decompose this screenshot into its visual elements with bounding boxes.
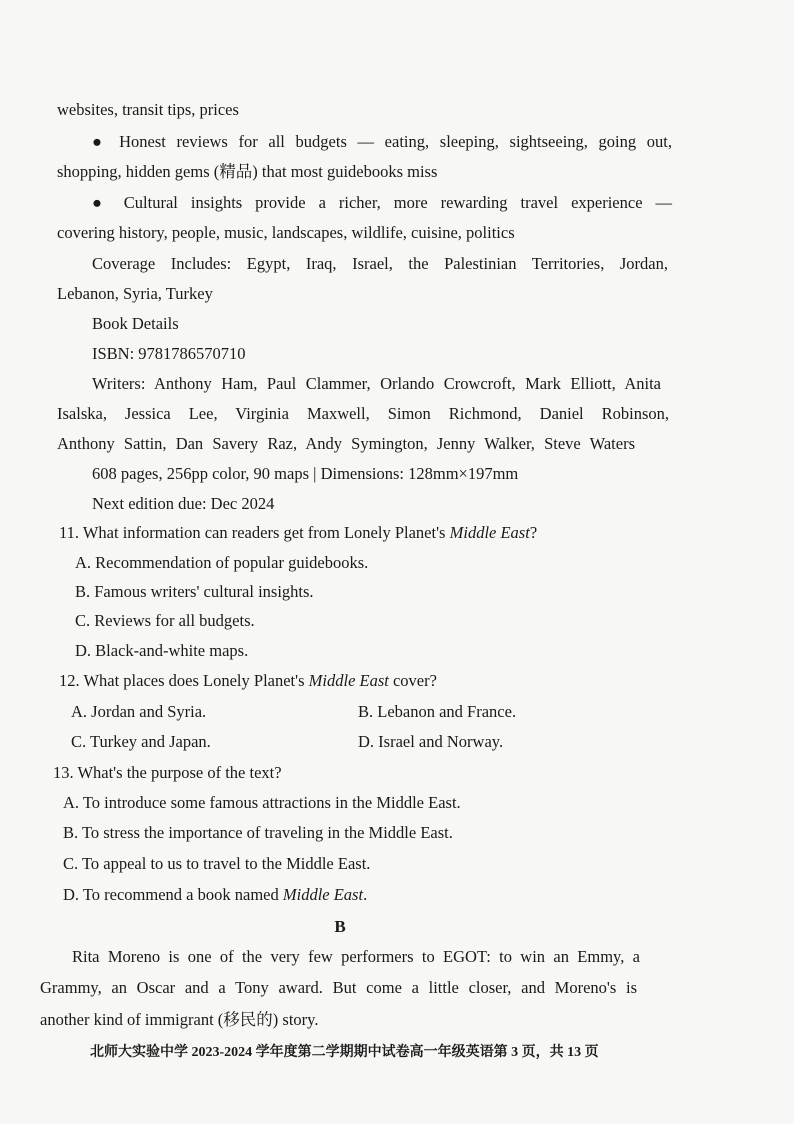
- q11-option-a[interactable]: A. Recommendation of popular guidebooks.: [75, 553, 369, 572]
- pages-line: 608 pages, 256pp color, 90 maps | Dimensions: 128mm×197mm: [92, 464, 519, 483]
- section-b-paragraph-line: Rita Moreno is one of the very few performers to EGOT: to win an Emmy, a: [72, 947, 640, 966]
- q12-option-d[interactable]: D. Israel and Norway.: [358, 732, 504, 751]
- section-b-paragraph-line: Grammy, an Oscar and a Tony award. But come a little closer, and Moreno's is: [40, 978, 637, 997]
- q12-option-c[interactable]: C. Turkey and Japan.: [71, 732, 211, 751]
- book-details-heading: Book Details: [92, 314, 179, 333]
- writers-line: Isalska, Jessica Lee, Virginia Maxwell, Simon Richmond, Daniel Robinson,: [57, 404, 669, 423]
- text-line: covering history, people, music, landscapes, wildlife, cuisine, politics: [57, 223, 515, 242]
- q12-option-a[interactable]: A. Jordan and Syria.: [71, 702, 207, 721]
- text-line: shopping, hidden gems (精品) that most guidebooks miss: [57, 162, 438, 181]
- question-11: 11. What information can readers get from Lonely Planet's Middle East?: [59, 523, 538, 542]
- writers-line: Writers: Anthony Ham, Paul Clammer, Orlando Crowcroft, Mark Elliott, Anita: [92, 374, 661, 393]
- q13-option-c[interactable]: C. To appeal to us to travel to the Middle East.: [63, 854, 371, 873]
- q13-option-b[interactable]: B. To stress the importance of traveling in the Middle East.: [63, 823, 453, 842]
- q13-option-d[interactable]: D. To recommend a book named Middle East.: [63, 885, 368, 904]
- q11-option-b[interactable]: B. Famous writers' cultural insights.: [75, 582, 314, 601]
- isbn-line: ISBN: 9781786570710: [92, 344, 246, 363]
- text-line: Lebanon, Syria, Turkey: [57, 284, 213, 303]
- q13-option-a[interactable]: A. To introduce some famous attractions in the Middle East.: [63, 793, 461, 812]
- bullet-line: ● Honest reviews for all budgets — eating, sleeping, sightseeing, going out,: [92, 132, 672, 151]
- question-12: 12. What places does Lonely Planet's Middle East cover?: [59, 671, 437, 690]
- text-line: websites, transit tips, prices: [57, 100, 239, 119]
- question-13: 13. What's the purpose of the text?: [53, 763, 282, 782]
- q11-option-d[interactable]: D. Black-and-white maps.: [75, 641, 249, 660]
- page-footer: 北师大实验中学 2023-2024 学年度第二学期期中试卷高一年级英语第 3 页，共 13 页: [90, 1045, 599, 1060]
- coverage-line: Coverage Includes: Egypt, Iraq, Israel, the Palestinian Territories, Jordan,: [92, 254, 668, 273]
- q12-option-b[interactable]: B. Lebanon and France.: [358, 702, 517, 721]
- writers-line: Anthony Sattin, Dan Savery Raz, Andy Symington, Jenny Walker, Steve Waters: [57, 434, 635, 453]
- q11-option-c[interactable]: C. Reviews for all budgets.: [75, 611, 255, 630]
- edition-line: Next edition due: Dec 2024: [92, 494, 275, 513]
- section-b-heading: B: [334, 917, 346, 936]
- bullet-line: ● Cultural insights provide a richer, more rewarding travel experience —: [92, 193, 672, 212]
- section-b-paragraph-line: another kind of immigrant (移民的) story.: [40, 1010, 319, 1029]
